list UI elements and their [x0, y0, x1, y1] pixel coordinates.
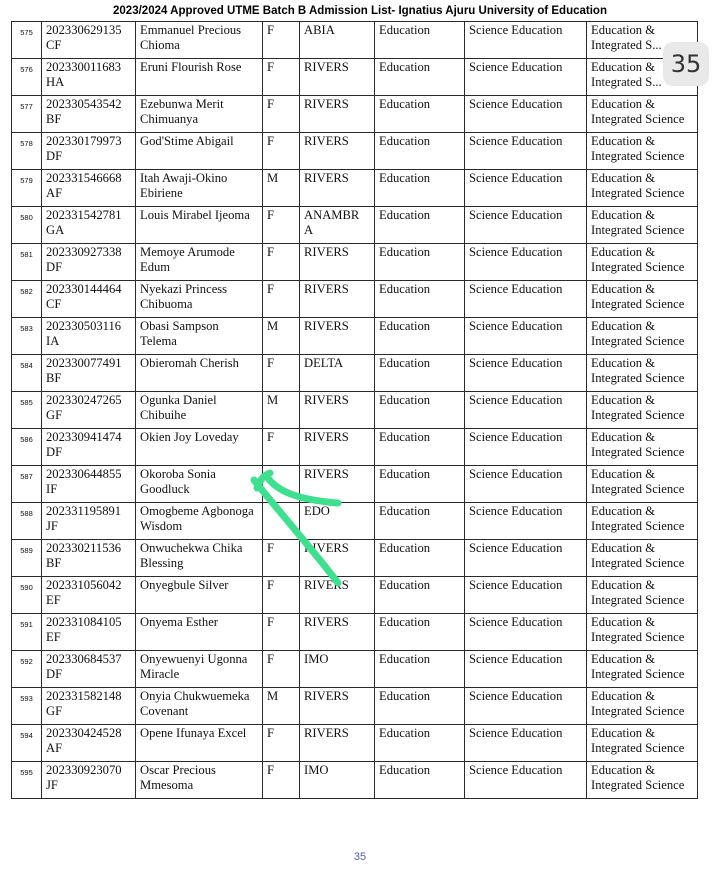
department-cell: Science Education: [465, 725, 587, 762]
sex-cell: F: [263, 614, 300, 651]
serial-number-cell: 583: [12, 318, 42, 355]
department-cell: Science Education: [465, 466, 587, 503]
name-cell: Ezebunwa Merit Chimuanya: [136, 96, 263, 133]
department-cell: Science Education: [465, 688, 587, 725]
name-cell: Memoye Arumode Edum: [136, 244, 263, 281]
serial-number-cell: 576: [12, 59, 42, 96]
serial-number-cell: 595: [12, 762, 42, 799]
reg-number-cell: 202330684537 DF: [42, 651, 136, 688]
table-row: [12, 170, 698, 207]
course-cell: Education & Integrated Science: [587, 392, 698, 429]
course-cell: Education & Integrated Science: [587, 466, 698, 503]
state-cell: RIVERS: [300, 392, 375, 429]
faculty-cell: Education: [375, 133, 465, 170]
name-cell: Onyewuenyi Ugonna Miracle: [136, 651, 263, 688]
course-cell: Education & Integrated Science: [587, 725, 698, 762]
table-row: [12, 466, 698, 503]
reg-number-cell: 202330543542 BF: [42, 96, 136, 133]
faculty-cell: Education: [375, 170, 465, 207]
faculty-cell: Education: [375, 355, 465, 392]
sex-cell: F: [263, 762, 300, 799]
name-cell: Onyegbule Silver: [136, 577, 263, 614]
reg-number-cell: 202330144464 CF: [42, 281, 136, 318]
faculty-cell: Education: [375, 96, 465, 133]
department-cell: Science Education: [465, 133, 587, 170]
state-cell: RIVERS: [300, 466, 375, 503]
state-cell: ABIA: [300, 22, 375, 59]
course-cell: Education & Integrated Science: [587, 244, 698, 281]
course-cell: Education & Integrated S...: [587, 22, 698, 59]
table-row: [12, 133, 698, 170]
table-row: [12, 392, 698, 429]
state-cell: RIVERS: [300, 688, 375, 725]
reg-number-cell: 202330011683 HA: [42, 59, 136, 96]
state-cell: RIVERS: [300, 429, 375, 466]
reg-number-cell: 202330923070 JF: [42, 762, 136, 799]
state-cell: DELTA: [300, 355, 375, 392]
table-row: [12, 96, 698, 133]
state-cell: RIVERS: [300, 540, 375, 577]
course-cell: Education & Integrated Science: [587, 133, 698, 170]
faculty-cell: Education: [375, 651, 465, 688]
table-row: [12, 22, 698, 59]
course-cell: Education & Integrated Science: [587, 503, 698, 540]
serial-number-cell: 575: [12, 22, 42, 59]
sex-cell: F: [263, 59, 300, 96]
faculty-cell: Education: [375, 244, 465, 281]
course-cell: Education & Integrated Science: [587, 614, 698, 651]
name-cell: Omogbeme Agbonoga Wisdom: [136, 503, 263, 540]
reg-number-cell: 202330941474 DF: [42, 429, 136, 466]
page-count-badge: 35: [663, 42, 709, 86]
page-title: 2023/2024 Approved UTME Batch B Admission List- Ignatius Ajuru University of Education: [113, 5, 607, 17]
name-cell: Opene Ifunaya Excel: [136, 725, 263, 762]
faculty-cell: Education: [375, 762, 465, 799]
course-cell: Education & Integrated Science: [587, 762, 698, 799]
faculty-cell: Education: [375, 503, 465, 540]
state-cell: RIVERS: [300, 244, 375, 281]
table-row: [12, 429, 698, 466]
sex-cell: F: [263, 133, 300, 170]
table-row: [12, 577, 698, 614]
faculty-cell: Education: [375, 466, 465, 503]
table-row: [12, 207, 698, 244]
serial-number-cell: 582: [12, 281, 42, 318]
state-cell: RIVERS: [300, 725, 375, 762]
department-cell: Science Education: [465, 59, 587, 96]
sex-cell: F: [263, 244, 300, 281]
serial-number-cell: 585: [12, 392, 42, 429]
department-cell: Science Education: [465, 318, 587, 355]
sex-cell: M: [263, 170, 300, 207]
reg-number-cell: 202330644855 IF: [42, 466, 136, 503]
reg-number-cell: 202330211536 BF: [42, 540, 136, 577]
reg-number-cell: 202331084105 EF: [42, 614, 136, 651]
table-row: [12, 244, 698, 281]
sex-cell: M: [263, 318, 300, 355]
state-cell: RIVERS: [300, 318, 375, 355]
state-cell: IMO: [300, 762, 375, 799]
name-cell: Okien Joy Loveday: [136, 429, 263, 466]
table-row: [12, 688, 698, 725]
serial-number-cell: 586: [12, 429, 42, 466]
state-cell: RIVERS: [300, 59, 375, 96]
reg-number-cell: 202330927338 DF: [42, 244, 136, 281]
serial-number-cell: 589: [12, 540, 42, 577]
name-cell: Ogunka Daniel Chibuihe: [136, 392, 263, 429]
course-cell: Education & Integrated Science: [587, 577, 698, 614]
name-cell: Oscar Precious Mmesoma: [136, 762, 263, 799]
sex-cell: M: [263, 688, 300, 725]
course-cell: Education & Integrated Science: [587, 651, 698, 688]
reg-number-cell: 202330503116 IA: [42, 318, 136, 355]
department-cell: Science Education: [465, 651, 587, 688]
sex-cell: [263, 466, 300, 503]
sex-cell: F: [263, 577, 300, 614]
course-cell: Education & Integrated Science: [587, 318, 698, 355]
serial-number-cell: 592: [12, 651, 42, 688]
table-row: [12, 614, 698, 651]
name-cell: Obasi Sampson Telema: [136, 318, 263, 355]
department-cell: Science Education: [465, 281, 587, 318]
sex-cell: F: [263, 22, 300, 59]
admission-table-body: [12, 22, 698, 799]
department-cell: Science Education: [465, 577, 587, 614]
course-cell: Education & Integrated Science: [587, 207, 698, 244]
course-cell: Education & Integrated Science: [587, 96, 698, 133]
name-cell: Eruni Flourish Rose: [136, 59, 263, 96]
name-cell: Nyekazi Princess Chibuoma: [136, 281, 263, 318]
sex-cell: F: [263, 725, 300, 762]
course-cell: Education & Integrated S...: [587, 59, 698, 96]
reg-number-cell: 202331195891 JF: [42, 503, 136, 540]
table-row: [12, 651, 698, 688]
faculty-cell: Education: [375, 207, 465, 244]
table-row: [12, 540, 698, 577]
department-cell: Science Education: [465, 96, 587, 133]
reg-number-cell: 202331056042 EF: [42, 577, 136, 614]
sex-cell: F: [263, 281, 300, 318]
faculty-cell: Education: [375, 614, 465, 651]
table-row: [12, 355, 698, 392]
name-cell: Itah Awaji-Okino Ebiriene: [136, 170, 263, 207]
state-cell: RIVERS: [300, 614, 375, 651]
sex-cell: F: [263, 540, 300, 577]
name-cell: Onwuchekwa Chika Blessing: [136, 540, 263, 577]
table-row: [12, 725, 698, 762]
faculty-cell: Education: [375, 725, 465, 762]
course-cell: Education & Integrated Science: [587, 170, 698, 207]
reg-number-cell: 202331542781 GA: [42, 207, 136, 244]
reg-number-cell: 202330247265 GF: [42, 392, 136, 429]
department-cell: Science Education: [465, 355, 587, 392]
sex-cell: F: [263, 207, 300, 244]
state-cell: RIVERS: [300, 577, 375, 614]
name-cell: Onyia Chukwuemeka Covenant: [136, 688, 263, 725]
serial-number-cell: 594: [12, 725, 42, 762]
reg-number-cell: 202331546668 AF: [42, 170, 136, 207]
serial-number-cell: 590: [12, 577, 42, 614]
department-cell: Science Education: [465, 170, 587, 207]
sex-cell: M: [263, 392, 300, 429]
faculty-cell: Education: [375, 540, 465, 577]
page-number: 35: [353, 851, 367, 863]
serial-number-cell: 591: [12, 614, 42, 651]
course-cell: Education & Integrated Science: [587, 281, 698, 318]
faculty-cell: Education: [375, 392, 465, 429]
admission-table: [11, 21, 698, 799]
serial-number-cell: 587: [12, 466, 42, 503]
reg-number-cell: 202330629135 CF: [42, 22, 136, 59]
department-cell: Science Education: [465, 614, 587, 651]
faculty-cell: Education: [375, 577, 465, 614]
serial-number-cell: 584: [12, 355, 42, 392]
serial-number-cell: 580: [12, 207, 42, 244]
faculty-cell: Education: [375, 22, 465, 59]
state-cell: ANAMBR A: [300, 207, 375, 244]
state-cell: RIVERS: [300, 96, 375, 133]
sex-cell: F: [263, 429, 300, 466]
course-cell: Education & Integrated Science: [587, 355, 698, 392]
state-cell: RIVERS: [300, 133, 375, 170]
table-row: [12, 281, 698, 318]
serial-number-cell: 579: [12, 170, 42, 207]
name-cell: Okoroba Sonia Goodluck: [136, 466, 263, 503]
sex-cell: [263, 503, 300, 540]
department-cell: Science Education: [465, 392, 587, 429]
faculty-cell: Education: [375, 688, 465, 725]
name-cell: Emmanuel Precious Chioma: [136, 22, 263, 59]
reg-number-cell: 202330179973 DF: [42, 133, 136, 170]
department-cell: Science Education: [465, 762, 587, 799]
serial-number-cell: 581: [12, 244, 42, 281]
reg-number-cell: 202330077491 BF: [42, 355, 136, 392]
state-cell: RIVERS: [300, 170, 375, 207]
state-cell: EDO: [300, 503, 375, 540]
table-row: [12, 318, 698, 355]
course-cell: Education & Integrated Science: [587, 540, 698, 577]
course-cell: Education & Integrated Science: [587, 688, 698, 725]
department-cell: Science Education: [465, 207, 587, 244]
reg-number-cell: 202330424528 AF: [42, 725, 136, 762]
course-cell: Education & Integrated Science: [587, 429, 698, 466]
sex-cell: F: [263, 96, 300, 133]
serial-number-cell: 588: [12, 503, 42, 540]
sex-cell: F: [263, 355, 300, 392]
reg-number-cell: 202331582148 GF: [42, 688, 136, 725]
sex-cell: F: [263, 651, 300, 688]
faculty-cell: Education: [375, 59, 465, 96]
serial-number-cell: 578: [12, 133, 42, 170]
department-cell: Science Education: [465, 503, 587, 540]
table-row: [12, 762, 698, 799]
name-cell: Louis Mirabel Ijeoma: [136, 207, 263, 244]
serial-number-cell: 593: [12, 688, 42, 725]
serial-number-cell: 577: [12, 96, 42, 133]
table-row: [12, 503, 698, 540]
faculty-cell: Education: [375, 281, 465, 318]
name-cell: Onyema Esther: [136, 614, 263, 651]
department-cell: Science Education: [465, 429, 587, 466]
faculty-cell: Education: [375, 429, 465, 466]
name-cell: God'Stime Abigail: [136, 133, 263, 170]
department-cell: Science Education: [465, 540, 587, 577]
name-cell: Obieromah Cherish: [136, 355, 263, 392]
state-cell: RIVERS: [300, 281, 375, 318]
department-cell: Science Education: [465, 22, 587, 59]
department-cell: Science Education: [465, 244, 587, 281]
state-cell: IMO: [300, 651, 375, 688]
faculty-cell: Education: [375, 318, 465, 355]
table-row: [12, 59, 698, 96]
